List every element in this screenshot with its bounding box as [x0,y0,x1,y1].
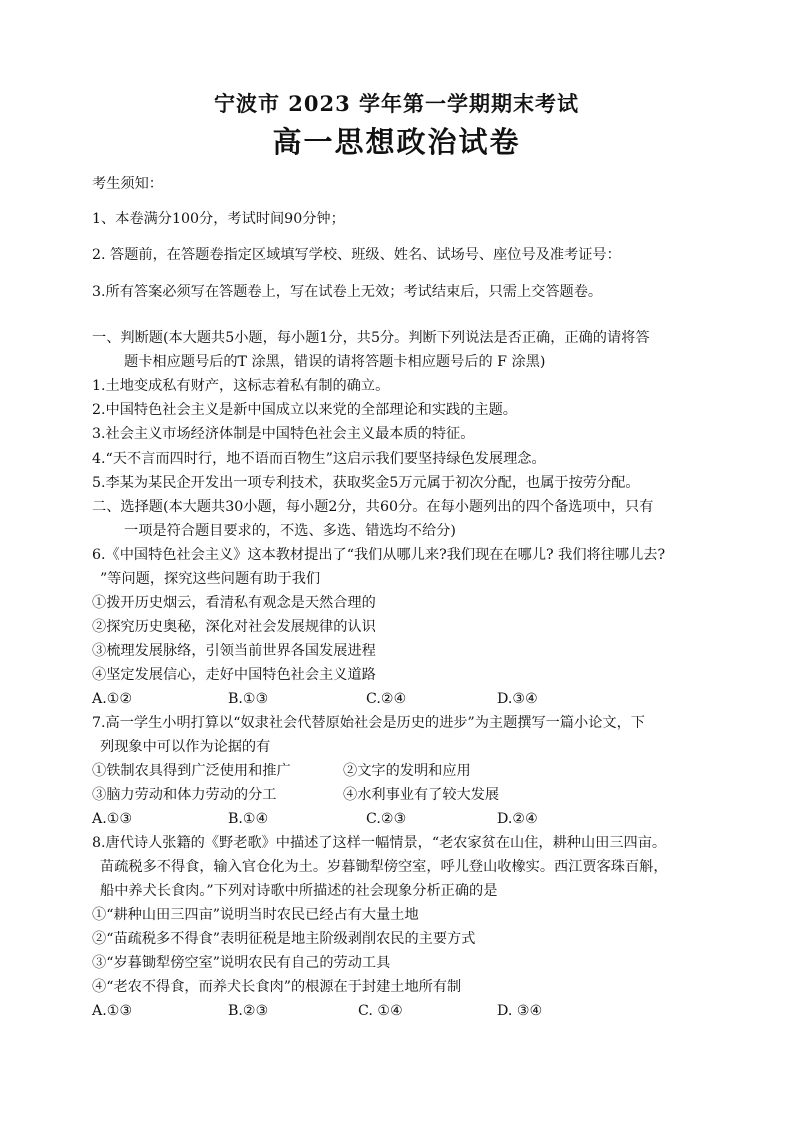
notice-item: 2. 答题前，在答题卷指定区域填写学校、班级、姓名、试场号、座位号及准考证号： [92,247,621,263]
statement: ②探究历史奥秘，深化对社会发展规律的认识 [92,619,376,635]
exam-title: 宁波市 2023 学年第一学期期末考试 [213,91,580,116]
option-a: A.①③ [92,1003,133,1019]
exam-subtitle: 高一思想政治试卷 [272,125,521,159]
statement: ④坚定发展信心，走好中国特色社会主义道路 [92,667,376,683]
question-6-stem-cont: ”等问题，探究这些问题有助于我们 [100,571,321,587]
judge-item: 3.社会主义市场经济体制是中国特色社会主义最本质的特征。 [92,426,475,442]
question-8-stem-cont: 船中养犬长食肉。”下列对诗歌中所描述的社会现象分析正确的是 [100,883,498,899]
option-c: C.②③ [366,811,407,827]
judge-item: 4.“天不言而四时行，地不语而百物生”这启示我们要坚持绿色发展理念。 [92,451,546,467]
option-b: B.②③ [228,1003,269,1019]
notice-item: 3.所有答案必须写在答题卷上，写在试卷上无效；考试结束后，只需上交答题卷。 [92,284,603,300]
option-d: D.③④ [497,691,538,707]
judge-item: 5.李某为某民企开发出一项专利技术，获取奖金5万元属于初次分配，也属于按劳分配。 [92,475,640,491]
statement: ①铁制农具得到广泛使用和推广 [92,763,291,779]
section2-heading: 二、选择题(本大题共30小题，每小题2分，共60分。在每小题列出的四个备选项中，只有 [92,499,654,515]
judge-item: 2.中国特色社会主义是新中国成立以来党的全部理论和实践的主题。 [92,402,517,418]
section1-heading-cont: 题卡相应题号后的T 涂黑，错误的请将答题卡相应题号后的 F 涂黑) [124,354,546,370]
option-b: B.①④ [228,811,269,827]
notice-heading: 考生须知： [92,176,163,192]
statement: ③“岁暮锄犁傍空室”说明农民有自己的劳动工具 [92,955,391,971]
option-c: C. ①④ [358,1003,403,1019]
statement: ②文字的发明和应用 [343,763,471,779]
statement: ④水利事业有了较大发展 [343,787,500,803]
judge-item: 1.土地变成私有财产，这标志着私有制的确立。 [92,378,390,394]
option-a: A.①② [92,691,133,707]
question-7-stem-cont: 列现象中可以作为论据的有 [100,739,271,755]
option-a: A.①③ [92,811,133,827]
question-8-stem: 8.唐代诗人张籍的《野老歌》中描述了这样一幅情景，“老农家贫在山住，耕种山田三四亩。 [92,835,667,851]
option-d: D. ③④ [497,1003,543,1019]
statement: ④“老农不得食，而养犬长食肉”的根源在于封建土地所有制 [92,979,462,995]
option-d: D.②④ [497,811,538,827]
statement: ①“耕种山田三四亩”说明当时农民已经占有大量土地 [92,907,419,923]
section2-heading-cont: 一项是符合题目要求的，不选、多选、错选均不给分) [124,523,456,539]
statement: ③脑力劳动和体力劳动的分工 [92,787,277,803]
statement: ①拨开历史烟云，看清私有观念是天然合理的 [92,595,376,611]
question-6-stem: 6.《中国特色社会主义》这本教材提出了“我们从哪儿来?我们现在在哪儿? 我们将往哪儿去? [92,547,666,563]
section1-heading: 一、判断题(本大题共5小题，每小题1分，共5分。判断下列说法是否正确，正确的请将答 [92,330,650,346]
option-b: B.①③ [228,691,269,707]
statement: ③梳理发展脉络，引领当前世界各国发展进程 [92,643,376,659]
statement: ②“苗疏税多不得食”表明征税是地主阶级剥削农民的主要方式 [92,931,476,947]
notice-item: 1、本卷满分100分，考试时间90分钟； [92,211,345,227]
option-c: C.②④ [366,691,407,707]
question-7-stem: 7.高一学生小明打算以“奴隶社会代替原始社会是历史的进步”为主题撰写一篇小论文，下 [92,715,645,731]
question-8-stem-cont: 苗疏税多不得食，输入官仓化为土。岁暮锄犁傍空室，呼儿登山收橡实。西江贾客珠百斛， [100,859,668,875]
